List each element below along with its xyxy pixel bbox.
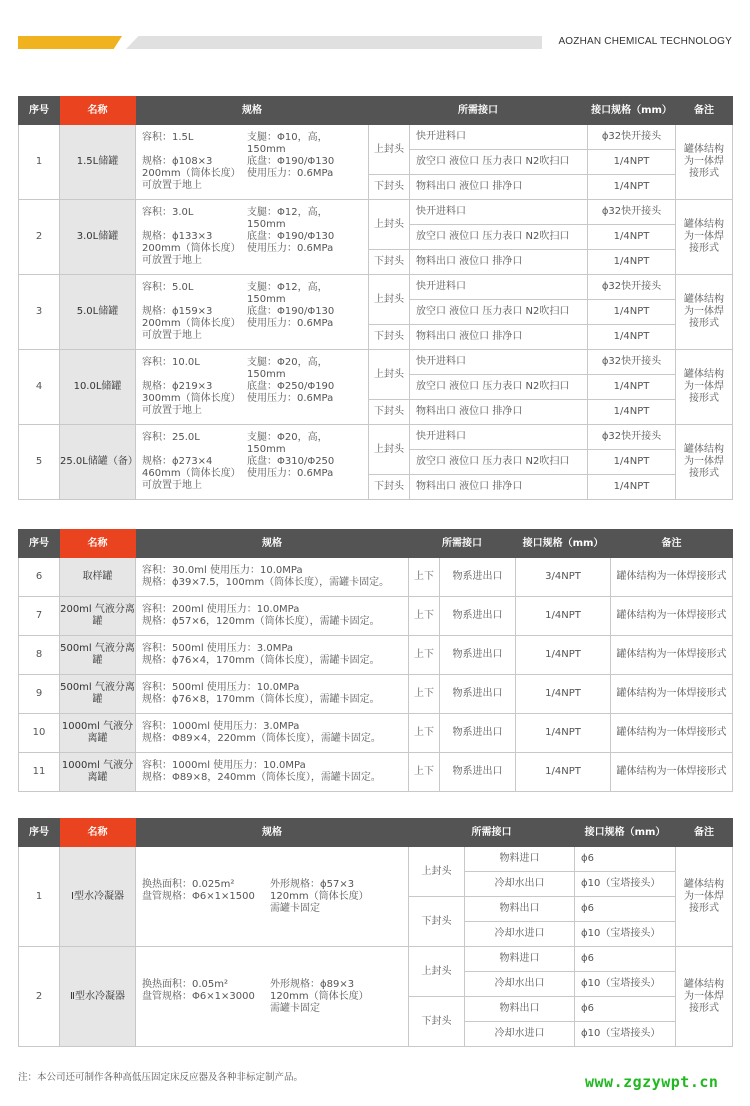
port-spec: 1/4NPT (588, 375, 676, 400)
port-name: 冷却水进口 (465, 1022, 575, 1047)
table-row (19, 350, 733, 375)
spec-grid (142, 357, 362, 417)
spec-cell (136, 425, 369, 500)
spec-line: 规格：ϕ57×6，120mm（筒体长度），需罐卡固定。 (142, 616, 380, 627)
port-name: 物料出口 液位口 排净口 (410, 475, 588, 500)
separator-tank-table (18, 529, 733, 792)
spec-cell (136, 597, 409, 636)
spec-line: 300mm（筒体长度） (142, 393, 241, 404)
spec-line (247, 255, 362, 267)
port-spec: ϕ10（宝塔接头） (575, 872, 676, 897)
spec-line: 容积：30.0ml 使用压力：10.0MPa (142, 565, 303, 576)
spec-line: 200mm（筒体长度） (142, 168, 241, 179)
footnote: 注：本公司还可制作各种高低压固定床反应器及各种非标定制产品。 (18, 1072, 304, 1083)
spec-line: 规格：ϕ76×4，170mm（筒体长度），需罐卡固定。 (142, 655, 380, 666)
spec-line: 规格：ϕ159×3 (142, 306, 213, 317)
port-name: 物系进出口 (440, 636, 516, 675)
row-note: 罐体结构为一体焊接形式 (676, 125, 733, 200)
row-number: 3 (19, 275, 60, 350)
port-position: 上下 (409, 714, 440, 753)
col-header-port-spec: 接口规格（mm） (516, 530, 611, 558)
spec-line (247, 180, 362, 192)
col-header-no: 序号 (19, 819, 60, 847)
table-row (19, 597, 733, 636)
spec-grid (142, 132, 362, 192)
col-header-spec: 规格 (136, 97, 369, 125)
port-name: 快开进料口 (410, 200, 588, 225)
bottom-head-label: 下封头 (369, 250, 410, 275)
bottom-head-label: 下封头 (369, 475, 410, 500)
port-name: 放空口 液位口 压力表口 N2吹扫口 (410, 375, 588, 400)
spec-line: 120mm（筒体长度） (270, 890, 369, 902)
row-number: 9 (19, 675, 60, 714)
row-number: 4 (19, 350, 60, 425)
port-spec: ϕ32快开接头 (588, 425, 676, 450)
spec-line: 使用压力：0.6MPa (247, 168, 334, 179)
col-header-name: 名称 (60, 97, 136, 125)
table-row (19, 947, 733, 972)
col-header-spec: 规格 (136, 530, 409, 558)
port-name: 物系进出口 (440, 675, 516, 714)
accent-bar (18, 36, 122, 49)
product-name: Ⅱ型水冷凝器 (60, 947, 136, 1047)
port-spec: ϕ10（宝塔接头） (575, 1022, 676, 1047)
spec-line: 容积：1000ml 使用压力：10.0MPa (142, 760, 306, 771)
port-name: 物料出口 液位口 排净口 (410, 250, 588, 275)
spec-line: 规格：ϕ76×8，170mm（筒体长度），需罐卡固定。 (142, 694, 380, 705)
col-header-ports: 所需接口 (369, 97, 588, 125)
port-name: 物系进出口 (440, 714, 516, 753)
spec-line: 规格：ϕ133×3 (142, 231, 213, 242)
product-name: 500ml 气液分离罐 (60, 675, 136, 714)
port-spec: 1/4NPT (588, 150, 676, 175)
storage-tank-table (18, 96, 733, 500)
port-position: 上下 (409, 597, 440, 636)
row-note: 罐体结构为一体焊接形式 (611, 675, 733, 714)
spec-line: 规格：ϕ273×4 (142, 456, 213, 467)
bottom-head-label: 下封头 (409, 997, 465, 1047)
row-number: 6 (19, 558, 60, 597)
spec-line: 容积：1.5L (142, 132, 194, 143)
top-head-label: 上封头 (369, 125, 410, 175)
spec-line: 使用压力：0.6MPa (247, 318, 334, 329)
spec-line: 底盘：Φ190/Φ130 (247, 306, 335, 317)
port-spec: ϕ32快开接头 (588, 350, 676, 375)
port-name: 快开进料口 (410, 275, 588, 300)
port-spec: 1/4NPT (588, 400, 676, 425)
table-row (19, 636, 733, 675)
table-row (19, 714, 733, 753)
spec-line: 120mm（筒体长度） (270, 990, 369, 1002)
row-note: 罐体结构为一体焊接形式 (611, 558, 733, 597)
spec-line: 需罐卡固定 (270, 902, 320, 914)
product-name: 500ml 气液分离罐 (60, 636, 136, 675)
spec-cell (136, 200, 369, 275)
port-spec: 1/4NPT (588, 225, 676, 250)
row-note: 罐体结构为一体焊接形式 (611, 636, 733, 675)
spec-line: 容积：500ml 使用压力：3.0MPa (142, 643, 294, 654)
port-spec: ϕ32快开接头 (588, 275, 676, 300)
spec-line: 换热面积：0.025m² (142, 878, 235, 890)
spec-line: 支腿：Φ12，高，150mm (247, 207, 328, 230)
col-header-port-spec: 接口规格（mm） (588, 97, 676, 125)
spec-line: 使用压力：0.6MPa (247, 393, 334, 404)
spec-cell (136, 947, 409, 1047)
col-header-ports: 所需接口 (409, 819, 575, 847)
spec-line: 规格：Φ89×8，240mm（筒体长度），需罐卡固定。 (142, 772, 381, 783)
product-name: 25.0L储罐（备） (60, 425, 136, 500)
product-name: 200ml 气液分离罐 (60, 597, 136, 636)
spec-cell (136, 636, 409, 675)
port-position: 上下 (409, 675, 440, 714)
condenser-table (18, 818, 733, 1047)
bottom-head-label: 下封头 (369, 325, 410, 350)
spec-line: 支腿：Φ20，高，150mm (247, 357, 328, 380)
spec-line (247, 330, 362, 342)
spec-line: 外形规格：ϕ89×3 (270, 978, 355, 990)
row-note: 罐体结构为一体焊接形式 (611, 753, 733, 792)
product-name: 5.0L储罐 (60, 275, 136, 350)
row-note: 罐体结构为一体焊接形式 (611, 714, 733, 753)
port-spec: 1/4NPT (588, 175, 676, 200)
port-spec: ϕ10（宝塔接头） (575, 922, 676, 947)
spec-line: 外形规格：ϕ57×3 (270, 878, 355, 890)
spec-line: 容积：500ml 使用压力：10.0MPa (142, 682, 300, 693)
port-spec: 1/4NPT (588, 250, 676, 275)
spec-line: 换热面积：0.05m² (142, 978, 229, 990)
port-name: 放空口 液位口 压力表口 N2吹扫口 (410, 150, 588, 175)
spec-line: 200mm（筒体长度） (142, 243, 241, 254)
port-name: 快开进料口 (410, 350, 588, 375)
col-header-note: 备注 (676, 97, 733, 125)
row-note: 罐体结构为一体焊接形式 (676, 947, 733, 1047)
row-note: 罐体结构为一体焊接形式 (611, 597, 733, 636)
spec-line: 200mm（筒体长度） (142, 318, 241, 329)
product-name: 1000ml 气液分离罐 (60, 753, 136, 792)
spec-cell (136, 675, 409, 714)
row-number: 10 (19, 714, 60, 753)
table-row (19, 200, 733, 225)
spec-line: 规格：Φ89×4，220mm（筒体长度），需罐卡固定。 (142, 733, 381, 744)
port-name: 冷却水出口 (465, 872, 575, 897)
col-header-no: 序号 (19, 530, 60, 558)
bottom-head-label: 下封头 (409, 897, 465, 947)
watermark-url: www.zgzywpt.cn (585, 1073, 719, 1091)
row-number: 7 (19, 597, 60, 636)
port-name: 放空口 液位口 压力表口 N2吹扫口 (410, 450, 588, 475)
spec-line: 规格：ϕ108×3 (142, 156, 213, 167)
spec-line: 460mm（筒体长度） (142, 468, 241, 479)
row-note: 罐体结构为一体焊接形式 (676, 425, 733, 500)
row-number: 5 (19, 425, 60, 500)
divider-bar (126, 36, 542, 49)
spec-grid (142, 979, 402, 1015)
row-note: 罐体结构为一体焊接形式 (676, 200, 733, 275)
col-header-name: 名称 (60, 819, 136, 847)
port-name: 物料出口 液位口 排净口 (410, 175, 588, 200)
col-header-ports: 所需接口 (409, 530, 516, 558)
port-spec: ϕ10（宝塔接头） (575, 972, 676, 997)
spec-line: 容积：200ml 使用压力：10.0MPa (142, 604, 300, 615)
row-number: 8 (19, 636, 60, 675)
spec-cell (136, 125, 369, 200)
row-number: 1 (19, 125, 60, 200)
col-header-spec: 规格 (136, 819, 409, 847)
port-name: 物料进口 (465, 947, 575, 972)
spec-line: 容积：10.0L (142, 357, 200, 368)
port-spec: 1/4NPT (588, 300, 676, 325)
spec-line: 规格：ϕ39×7.5，100mm（筒体长度），需罐卡固定。 (142, 577, 390, 588)
table-row (19, 847, 733, 872)
product-name: 3.0L储罐 (60, 200, 136, 275)
row-number: 1 (19, 847, 60, 947)
spec-line: 可放置于地上 (142, 255, 202, 266)
spec-cell (136, 753, 409, 792)
spec-grid (142, 282, 362, 342)
bottom-head-label: 下封头 (369, 400, 410, 425)
top-head-label: 上封头 (369, 275, 410, 325)
top-head-label: 上封头 (369, 425, 410, 475)
spec-line (247, 405, 362, 417)
spec-line: 底盘：Φ250/Φ190 (247, 381, 335, 392)
top-head-label: 上封头 (369, 200, 410, 250)
spec-line: 底盘：Φ190/Φ130 (247, 231, 335, 242)
table-row (19, 275, 733, 300)
spec-line: 使用压力：0.6MPa (247, 468, 334, 479)
row-number: 11 (19, 753, 60, 792)
spec-grid (142, 207, 362, 267)
port-spec: 1/4NPT (516, 597, 611, 636)
row-number: 2 (19, 200, 60, 275)
port-spec: 3/4NPT (516, 558, 611, 597)
port-spec: ϕ6 (575, 897, 676, 922)
spec-line: 可放置于地上 (142, 330, 202, 341)
spec-line: 盘管规格：Φ6×1×3000 (142, 990, 255, 1002)
row-number: 2 (19, 947, 60, 1047)
top-head-label: 上封头 (409, 847, 465, 897)
port-spec: 1/4NPT (516, 753, 611, 792)
port-spec: ϕ6 (575, 997, 676, 1022)
spec-line: 容积：1000ml 使用压力：3.0MPa (142, 721, 300, 732)
spec-line: 容积：25.0L (142, 432, 200, 443)
spec-line: 支腿：Φ20，高，150mm (247, 432, 328, 455)
spec-cell (136, 275, 369, 350)
spec-cell (136, 558, 409, 597)
spec-line (142, 903, 270, 915)
port-name: 物系进出口 (440, 597, 516, 636)
port-spec: ϕ6 (575, 847, 676, 872)
col-header-note: 备注 (611, 530, 733, 558)
table-row (19, 125, 733, 150)
port-name: 冷却水出口 (465, 972, 575, 997)
spec-cell (136, 714, 409, 753)
port-name: 放空口 液位口 压力表口 N2吹扫口 (410, 225, 588, 250)
product-name: 1.5L储罐 (60, 125, 136, 200)
table-row (19, 675, 733, 714)
port-position: 上下 (409, 753, 440, 792)
spec-line: 盘管规格：Φ6×1×1500 (142, 890, 255, 902)
table-row (19, 425, 733, 450)
spec-line: 底盘：Φ190/Φ130 (247, 156, 335, 167)
port-name: 快开进料口 (410, 425, 588, 450)
port-name: 物料出口 液位口 排净口 (410, 325, 588, 350)
spec-line: 可放置于地上 (142, 480, 202, 491)
row-note: 罐体结构为一体焊接形式 (676, 350, 733, 425)
spec-line (142, 1003, 270, 1015)
product-name: 10.0L储罐 (60, 350, 136, 425)
port-spec: ϕ6 (575, 947, 676, 972)
spec-line: 可放置于地上 (142, 405, 202, 416)
port-position: 上下 (409, 636, 440, 675)
port-name: 物料出口 (465, 897, 575, 922)
port-name: 物料出口 液位口 排净口 (410, 400, 588, 425)
spec-line: 使用压力：0.6MPa (247, 243, 334, 254)
row-note: 罐体结构为一体焊接形式 (676, 847, 733, 947)
product-name: 取样罐 (60, 558, 136, 597)
port-name: 快开进料口 (410, 125, 588, 150)
spec-line: 支腿：Φ12，高，150mm (247, 282, 328, 305)
port-name: 物料进口 (465, 847, 575, 872)
brand-name: AOZHAN CHEMICAL TECHNOLOGY (558, 36, 732, 47)
spec-cell (136, 350, 369, 425)
col-header-no: 序号 (19, 97, 60, 125)
spec-grid (142, 432, 362, 492)
port-position: 上下 (409, 558, 440, 597)
top-head-label: 上封头 (409, 947, 465, 997)
port-spec: ϕ32快开接头 (588, 125, 676, 150)
product-name: 1000ml 气液分离罐 (60, 714, 136, 753)
spec-line (247, 480, 362, 492)
port-name: 物系进出口 (440, 753, 516, 792)
spec-line: 规格：ϕ219×3 (142, 381, 213, 392)
port-name: 物料出口 (465, 997, 575, 1022)
port-spec: 1/4NPT (588, 450, 676, 475)
port-spec: 1/4NPT (516, 714, 611, 753)
row-note: 罐体结构为一体焊接形式 (676, 275, 733, 350)
bottom-head-label: 下封头 (369, 175, 410, 200)
spec-line: 可放置于地上 (142, 180, 202, 191)
col-header-port-spec: 接口规格（mm） (575, 819, 676, 847)
spec-line: 支腿：Φ10，高，150mm (247, 132, 328, 155)
col-header-name: 名称 (60, 530, 136, 558)
port-name: 放空口 液位口 压力表口 N2吹扫口 (410, 300, 588, 325)
col-header-note: 备注 (676, 819, 733, 847)
spec-cell (136, 847, 409, 947)
product-name: Ⅰ型水冷凝器 (60, 847, 136, 947)
port-name: 冷却水进口 (465, 922, 575, 947)
spec-line: 容积：3.0L (142, 207, 194, 218)
port-spec: ϕ32快开接头 (588, 200, 676, 225)
port-spec: 1/4NPT (588, 475, 676, 500)
port-name: 物系进出口 (440, 558, 516, 597)
spec-line: 需罐卡固定 (270, 1002, 320, 1014)
spec-grid (142, 879, 402, 915)
table-row (19, 558, 733, 597)
top-head-label: 上封头 (369, 350, 410, 400)
port-spec: 1/4NPT (516, 636, 611, 675)
port-spec: 1/4NPT (516, 675, 611, 714)
spec-line: 容积：5.0L (142, 282, 194, 293)
spec-line: 底盘：Φ310/Φ250 (247, 456, 335, 467)
table-row (19, 753, 733, 792)
port-spec: 1/4NPT (588, 325, 676, 350)
